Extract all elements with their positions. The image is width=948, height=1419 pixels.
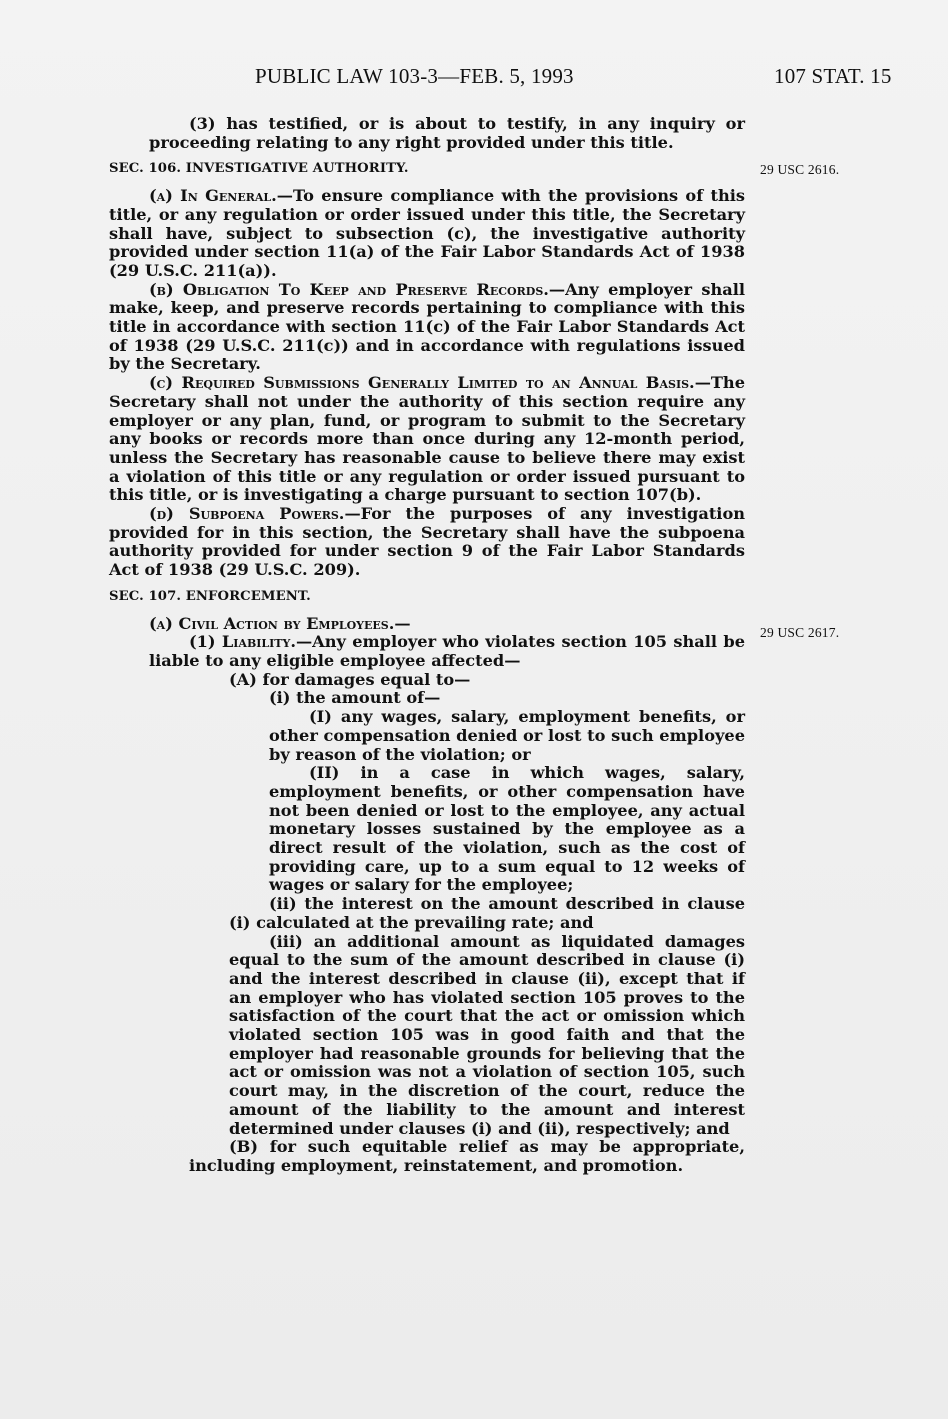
paragraph-107a1 xyxy=(109,633,745,670)
subsection-106d-heading: (d) Subpoena Powers. xyxy=(149,504,345,524)
clause-i: (i) the amount of— xyxy=(269,688,441,708)
header-title: PUBLIC LAW 103-3—FEB. 5, 1993 xyxy=(255,64,574,88)
subparagraph-B: (B) for such equitable relief as may be appropriate, including employment, reinstatement, and promotion. xyxy=(189,1137,745,1175)
subsection-107a-dash: — xyxy=(394,613,411,633)
margin-note-sec106: 29 USC 2616. xyxy=(760,162,840,177)
paragraph-107a1-text: —Any employer who violates section 105 shall be liable to any eligible employee affected— xyxy=(149,632,745,670)
subsection-106c-text: —The Secretary shall not under the authority of this section require any employer or any plan, fund, or program to submit to the Secretary any books or records more than once during any 12-month period, unless the Secretary has reasonable cause to believe there may exist a violation of this title or any regulation or order issued pursuant to this title, or is investigating a charge pursuant to section 107(b). xyxy=(109,373,745,505)
subsection-106a-heading: (a) In General. xyxy=(149,186,277,206)
margin-note-sec107: 29 USC 2617. xyxy=(760,625,840,640)
section-106-heading: SEC. 106. INVESTIGATIVE AUTHORITY. xyxy=(109,161,409,177)
subsection-106b xyxy=(109,281,745,375)
subparagraph-A: (A) for damages equal to— xyxy=(229,669,471,689)
section-107-heading: SEC. 107. ENFORCEMENT. xyxy=(109,588,311,604)
subsection-106a xyxy=(109,187,745,281)
subclause-I: (I) any wages, salary, employment benefits, or other compensation denied or lost to such employee by reason of the violation; or xyxy=(269,707,745,764)
running-header xyxy=(0,64,948,92)
subsection-107a-heading: (a) Civil Action by Employees. xyxy=(149,613,395,633)
paragraph-107a1-heading: (1) Liability. xyxy=(189,632,296,652)
subsection-107a xyxy=(109,615,745,634)
document-body xyxy=(109,115,745,1176)
paragraph-item-3: (3) has testified, or is about to testify, in any inquiry or proceeding relating to any right provided under this title. xyxy=(149,114,745,152)
subsection-106b-heading: (b) Obligation To Keep and Preserve Records. xyxy=(149,279,549,299)
subsection-106c xyxy=(109,374,745,505)
subsection-106b-text: —Any employer shall make, keep, and preserve records pertaining to compliance with this title in accordance with section 11(c) of the Fair Labor Standards Act of 1938 (29 U.S.C. 211(c)) and in accordance with regulations issued by the Secretary. xyxy=(109,279,745,374)
clause-ii: (ii) the interest on the amount described in clause (i) calculated at the prevailing rate; and xyxy=(229,894,745,932)
subsection-106d xyxy=(109,505,745,580)
subclause-II: (II) in a case in which wages, salary, employment benefits, or other compensation have not been denied or lost to the employee, any actual monetary losses sustained by the employee as a direct result of the violation, such as the cost of providing care, up to a sum equal to 12 weeks of wages or salary for the employee; xyxy=(269,763,745,895)
subsection-106a-text: —To ensure compliance with the provisions of this title, or any regulation or order issued under this title, the Secretary shall have, subject to subsection (c), the investigative authority provided under section 11(a) of the Fair Labor Standards Act of 1938 (29 U.S.C. 211(a)). xyxy=(109,186,745,280)
header-stat-page: 107 STAT. 15 xyxy=(774,64,892,88)
subsection-106d-text: —For the purposes of any investigation provided for in this section, the Secretary shall have the subpoena authority provided for under section 9 of the Fair Labor Standards Act of 1938 (29 U.S.C. 209). xyxy=(109,504,746,580)
subsection-106c-heading: (c) Required Submissions Generally Limited to an Annual Basis. xyxy=(149,373,695,393)
clause-iii: (iii) an additional amount as liquidated damages equal to the sum of the amount described in clause (i) and the interest described in clause (ii), except that if an employer who has violated section 105 proves to the satisfaction of the court that the act or omission which violated section 105 was in good faith and that the employer had reasonable grounds for believing that the act or omission was not a violation of section 105, such court may, in the discretion of the court, reduce the amount of the liability to the amount and interest determined under clauses (i) and (ii), respectively; and xyxy=(229,931,745,1138)
